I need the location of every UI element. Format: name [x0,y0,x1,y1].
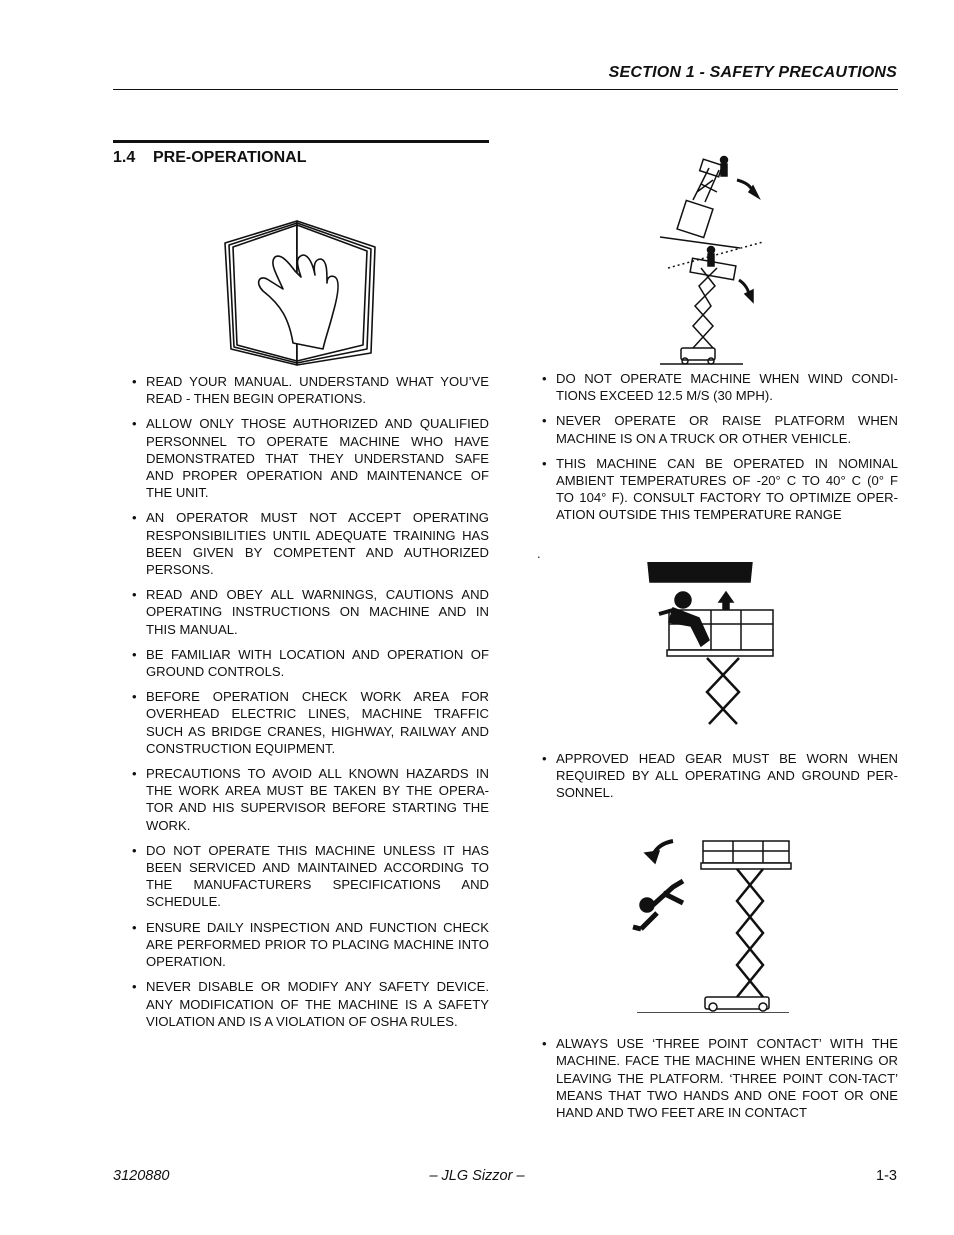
footer-product-name: – JLG Sizzor – [429,1168,525,1184]
fall-hazard-illustration [523,831,898,1013]
list-item: • PRECAUTIONS TO AVOID ALL KNOWN HAZARDS IN THE WORK AREA MUST BE TAKEN BY THE OPERA-TOR AND HIS SUPERVISOR BEFORE STARTING THE WORK. [113,765,489,834]
read-manual-illustration [113,179,489,367]
list-item: • ALLOW ONLY THOSE AUTHORIZED AND QUALIFIED PERSONNEL TO OPERATE MACHINE WHO HAVE DEMONSTRATED THAT THEY UNDERSTAND SAFE AND PROPER OPERATION AND MAINTENANCE OF THE UNIT. [113,415,489,501]
list-item: • NEVER OPERATE OR RAISE PLATFORM WHEN MACHINE IS ON A TRUCK OR OTHER VEHICLE. [523,412,898,446]
section-heading [113,149,489,167]
list-item: • ENSURE DAILY INSPECTION AND FUNCTION CHECK ARE PERFORMED PRIOR TO PLACING MACHINE INTO OPERATION. [113,919,489,971]
right-column [523,140,898,1129]
left-column [113,140,489,1038]
footer-page-number: 1-3 [876,1168,897,1184]
list-item: • AN OPERATOR MUST NOT ACCEPT OPERATING RESPONSIBILITIES UNTIL ADEQUATE TRAINING HAS BEEN GIVEN BY COMPETENT AND AUTHORIZED PERSONS. [113,509,489,578]
section-divider [113,140,489,143]
list-item: • THIS MACHINE CAN BE OPERATED IN NOMINAL AMBIENT TEMPERATURES OF -20° C TO 40° C (0° F TO 104° F). CONSULT FACTORY TO OPTIMIZE OPER-ATION OUTSIDE THIS TEMPERATURE RANGE [523,455,898,524]
list-item: • NEVER DISABLE OR MODIFY ANY SAFETY DEVICE. ANY MODIFICATION OF THE MACHINE IS A SAFETY VIOLATION AND IS A VIOLATION OF OSHA RULES. [113,978,489,1030]
three-point-contact-bullet-list [523,1035,898,1121]
running-header: SECTION 1 - SAFETY PRECAUTIONS [608,64,897,81]
list-item: • BEFORE OPERATION CHECK WORK AREA FOR OVERHEAD ELECTRIC LINES, MACHINE TRAFFIC SUCH AS BRIDGE CRANES, HIGHWAY, RAILWAY AND CONSTRUCTION EQUIPMENT. [113,688,489,757]
head-gear-illustration [523,562,898,734]
stray-dot: . [537,546,541,561]
section-number: 1.4 [113,149,136,166]
header-divider [113,89,898,90]
wind-vehicle-temperature-bullet-list [523,370,898,524]
list-item: • DO NOT OPERATE MACHINE WHEN WIND CONDI-TIONS EXCEED 12.5 M/S (30 MPH). [523,370,898,404]
list-item: • BE FAMILIAR WITH LOCATION AND OPERATION OF GROUND CONTROLS. [113,646,489,680]
list-item: • APPROVED HEAD GEAR MUST BE WORN WHEN REQUIRED BY ALL OPERATING AND GROUND PER-SONNEL. [523,750,898,802]
list-item: • READ YOUR MANUAL. UNDERSTAND WHAT YOU’VE READ - THEN BEGIN OPERATIONS. [113,373,489,407]
pre-operational-bullet-list [113,373,489,1030]
list-item: • READ AND OBEY ALL WARNINGS, CAUTIONS AND OPERATING INSTRUCTIONS ON MACHINE AND IN THIS MANUAL. [113,586,489,638]
section-title: PRE-OPERATIONAL [153,149,307,166]
head-gear-bullet-list [523,750,898,802]
list-item: • ALWAYS USE ‘THREE POINT CONTACT’ WITH THE MACHINE. FACE THE MACHINE WHEN ENTERING OR LEAVING THE PLATFORM. ‘THREE POINT CON-TACT’ MEANS THAT TWO HANDS AND ONE FOOT OR ONE HAND AND TWO FEET ARE IN CONTACT [523,1035,898,1121]
footer-doc-number: 3120880 [113,1168,170,1184]
wind-tipping-illustration [513,140,888,368]
list-item: • DO NOT OPERATE THIS MACHINE UNLESS IT HAS BEEN SERVICED AND MAINTAINED ACCORDING TO THE MANUFACTURERS SPECIFICATIONS AND SCHEDULE. [113,842,489,911]
